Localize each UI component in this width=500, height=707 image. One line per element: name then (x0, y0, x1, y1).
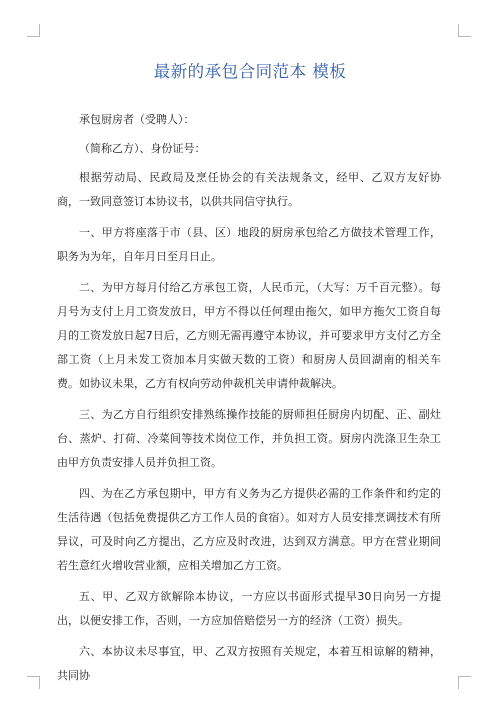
corner-mark-bottom-left (27, 676, 40, 689)
corner-mark-bottom-right (458, 676, 471, 689)
id-number-line: （简称乙方）、身份证号： (79, 142, 206, 155)
paragraph-preamble: 根据劳动局、民政局及烹任协会的有关法规条文，经甲、乙双方友好协商，一致同意签订本协议书，以供共同信守执行。 (57, 171, 441, 208)
paragraph-clause-4: 四、为在乙方承包期中，甲方有义务为乙方提供必需的工作条件和约定的生活待遇（包括免费提供乙方工作人员的食宿）。如对方人员安排烹调技术有所异议，可及时向乙方提出，乙方应及时改进，达到双方满意。甲方在营业期间若生意红火增收营业额，应相关增加乙方工资。 (57, 487, 441, 572)
employee-line: 承包厨房者（受聘人）： (79, 113, 195, 126)
paragraph-clause-2: 二、为甲方每月付给乙方承包工资，人民币元，（大写：万千百元整）。每月号为支付上月工资发放日，甲方不得以任何理由拖欠，如甲方拖欠工资自每月的工资发放日起7日后，乙方则无需再遵守本协议，并可要求甲方支付乙方全部工资（上月未发工资加本月实做天数的工资）和厨房人员回湖南的相关车费。如协议未果，乙方有权向劳动仲裁机关申请仲裁解决。 (57, 281, 441, 390)
paragraph-clause-1: 一、甲方将座落于市（县、区）地段的厨房承包给乙方做技术管理工作，职务为为年，自年月日至月日止。 (57, 226, 441, 263)
corner-mark-top-right (458, 24, 471, 37)
document-title: 最新的承包合同范本 模板 (153, 62, 347, 81)
paragraph-clause-5: 五、甲、乙双方欲解除本协议，一方应以书面形式提早30日向另一方提出，以便安排工作，否则，一方应加倍赔偿另一方的经济（工资）损失。 (57, 590, 441, 627)
corner-mark-top-left (27, 24, 40, 37)
paragraph-clause-6: 六、本协议未尽事宜，甲、乙双方按照有关规定，本着互相谅解的精神，共同协 (57, 645, 441, 682)
paragraph-clause-3: 三、为乙方自行组织安排熟练操作技能的厨师担任厨房内切配、正、副灶台、蒸炉、打荷、冷菜间等技术岗位工作，并负担工资。厨房内洗涤卫生杂工由甲方负责安排人员并负担工资。 (57, 408, 441, 469)
document-body (57, 108, 441, 688)
